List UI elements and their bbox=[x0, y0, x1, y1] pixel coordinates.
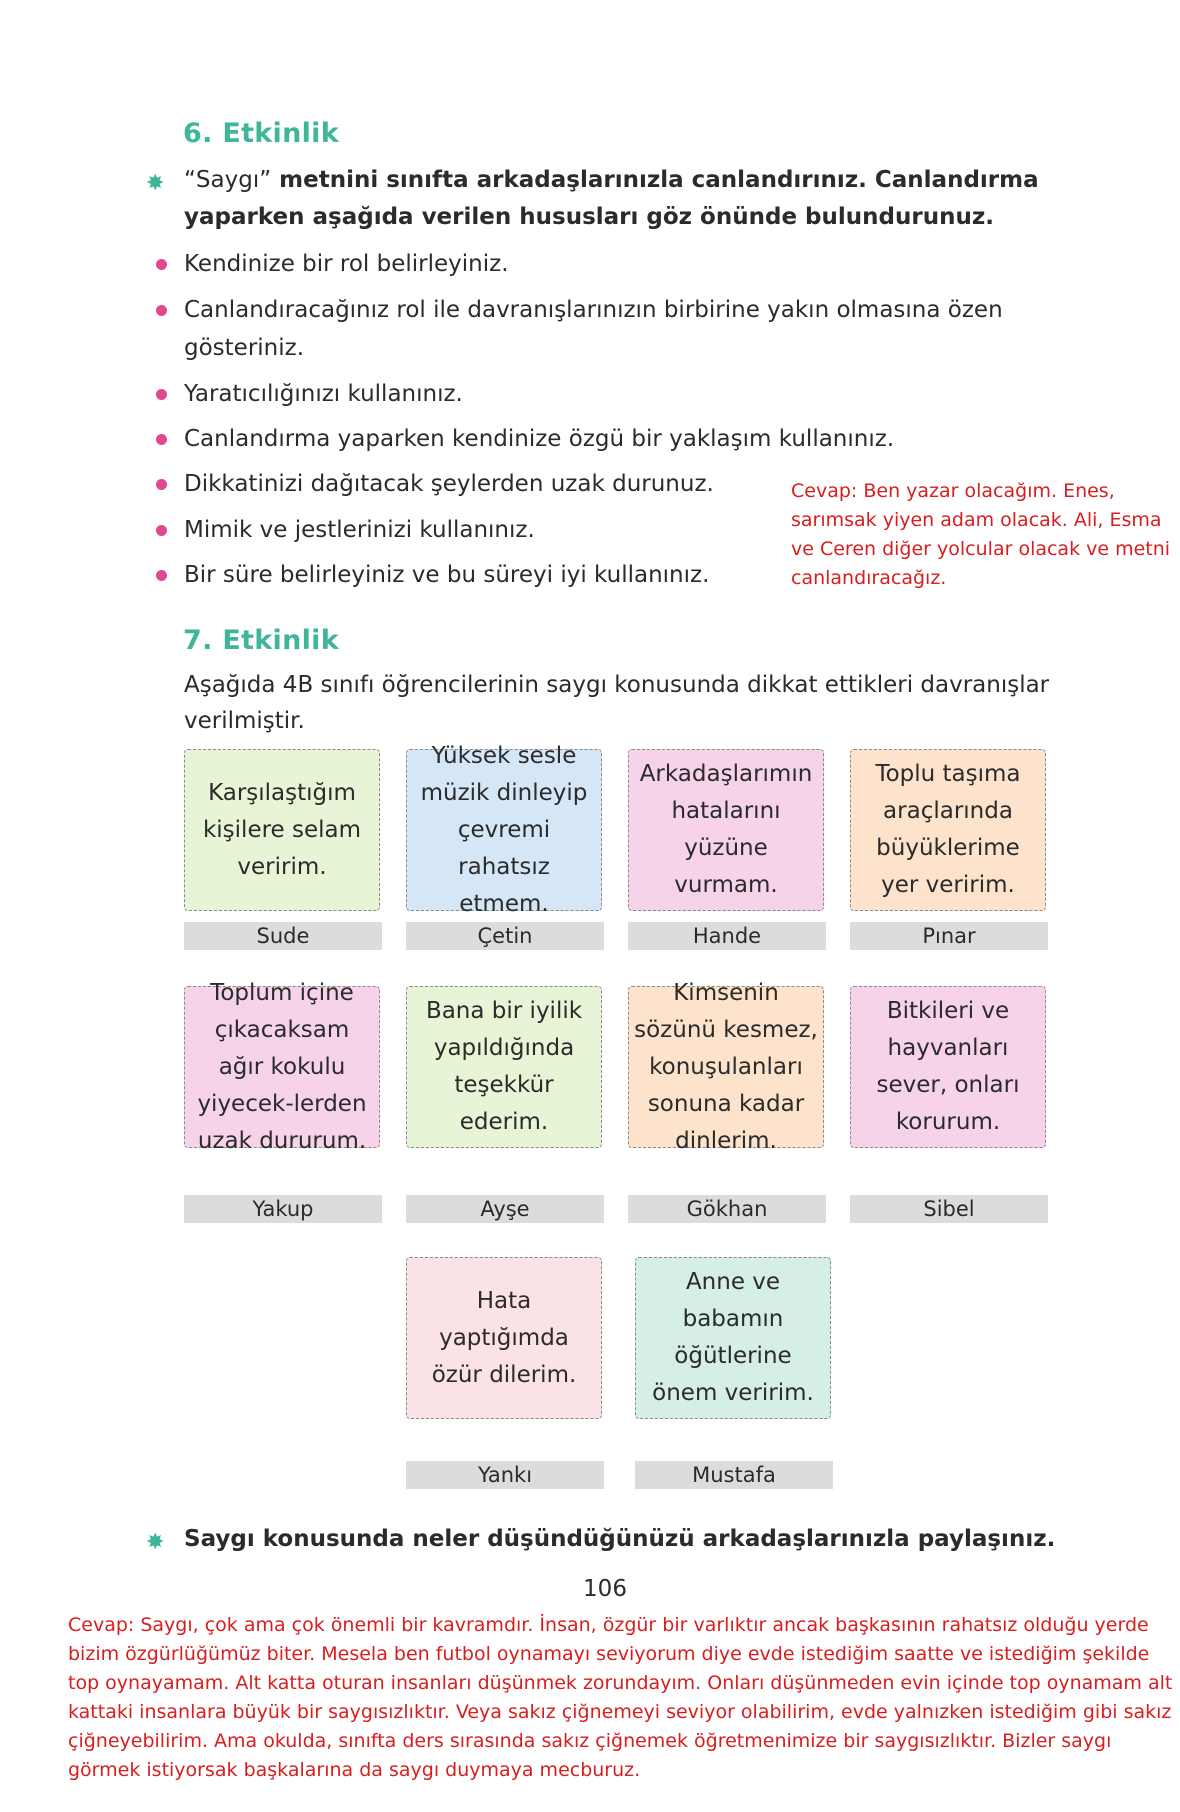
intro-instruction: metnini sınıfta arkadaşlarınızla canlandırınız. Canlandırma yaparken aşağıda verilen hususları göz önünde bulundurunuz. bbox=[184, 167, 1039, 230]
bullet-text: Mimik ve jestlerinizi kullanınız. bbox=[184, 517, 535, 543]
bullet-dot-icon bbox=[156, 525, 167, 536]
bullet-text: Canlandırma yaparken kendinize özgü bir yaklaşım kullanınız. bbox=[184, 426, 895, 452]
intro-quote: “Saygı” bbox=[184, 167, 272, 193]
bullet-item bbox=[184, 511, 744, 549]
bullet-item bbox=[184, 465, 744, 503]
bullet-dot-icon bbox=[156, 389, 167, 400]
star-icon: ✸ bbox=[146, 171, 165, 196]
page-number: 106 bbox=[583, 1576, 627, 1602]
activity6-intro bbox=[184, 162, 1104, 236]
bullet-item bbox=[184, 375, 1064, 413]
bullet-dot-icon bbox=[156, 434, 167, 445]
student-name: Yakup bbox=[184, 1195, 382, 1223]
student-name: Ayşe bbox=[406, 1195, 604, 1223]
student-name: Sude bbox=[184, 922, 382, 950]
student-name: Yankı bbox=[406, 1461, 604, 1489]
bullet-item bbox=[184, 245, 1064, 283]
star-icon: ✸ bbox=[146, 1530, 165, 1555]
student-name: Pınar bbox=[850, 922, 1048, 950]
activity6-title: 6. Etkinlik bbox=[183, 118, 339, 149]
bullet-dot-icon bbox=[156, 259, 167, 270]
bullet-item bbox=[184, 420, 1064, 458]
student-name: Sibel bbox=[850, 1195, 1048, 1223]
behavior-card: Anne ve babamın öğütlerine önem veririm. bbox=[635, 1257, 831, 1419]
behavior-card: Arkadaşlarımın hatalarını yüzüne vurmam. bbox=[628, 749, 824, 911]
bullet-dot-icon bbox=[156, 305, 167, 316]
bullet-text: Bir süre belirleyiniz ve bu süreyi iyi kullanınız. bbox=[184, 562, 710, 588]
student-name: Mustafa bbox=[635, 1461, 833, 1489]
student-name: Gökhan bbox=[628, 1195, 826, 1223]
student-name: Çetin bbox=[406, 922, 604, 950]
behavior-card: Kimsenin sözünü kesmez, konuşulanları sonuna kadar dinlerim. bbox=[628, 986, 824, 1148]
bullet-text: Kendinize bir rol belirleyiniz. bbox=[184, 251, 509, 277]
share-prompt: Saygı konusunda neler düşündüğünüzü arkadaşlarınızla paylaşınız. bbox=[184, 1526, 1056, 1552]
activity7-intro: Aşağıda 4B sınıfı öğrencilerinin saygı konusunda dikkat ettikleri davranışlar verilmiştir. bbox=[184, 672, 1050, 734]
final-answer: Cevap: Saygı, çok ama çok önemli bir kavramdır. İnsan, özgür bir varlıktır ancak başkasının rahatsız olduğu yerde bizim özgürlüğümüz biter. Mesela ben futbol oynamayı seviyorum diye evde istediğim saatte ve istediğim şekilde top oynayamam. Alt katta oturan insanları düşünmek zorundayım. Onları düşünmeden evin içinde top oynamam alt kattaki insanlara büyük bir saygısızlıktır. Veya sakız çiğnemeyi seviyor olabilirim, evde yalnızken istediğim gibi sakız çiğneyebilirim. Ama okulda, sınıfta ders sırasında sakız çiğnemek öğretmenimize bir saygısızlıktır. Bizler saygı görmek istiyorsak başkalarına da saygı duymaya mecburuz. bbox=[68, 1614, 1173, 1781]
activity6-answer: Cevap: Ben yazar olacağım. Enes, sarımsak yiyen adam olacak. Ali, Esma ve Ceren diğer yolcular olacak ve metni canlandıracağız. bbox=[791, 480, 1171, 589]
bullet-text: Canlandıracağınız rol ile davranışlarınızın birbirine yakın olmasına özen gösteriniz. bbox=[184, 297, 1003, 361]
bullet-text: Yaratıcılığınızı kullanınız. bbox=[184, 381, 463, 407]
bullet-item bbox=[184, 291, 1064, 367]
behavior-card: Bitkileri ve hayvanları sever, onları korurum. bbox=[850, 986, 1046, 1148]
activity7-title: 7. Etkinlik bbox=[183, 625, 339, 656]
bullet-item bbox=[184, 556, 744, 594]
student-name: Hande bbox=[628, 922, 826, 950]
bullet-text: Dikkatinizi dağıtacak şeylerden uzak durunuz. bbox=[184, 471, 714, 497]
behavior-card: Hata yaptığımda özür dilerim. bbox=[406, 1257, 602, 1419]
bullet-dot-icon bbox=[156, 570, 167, 581]
behavior-card: Yüksek sesle müzik dinleyip çevremi rahatsız etmem. bbox=[406, 749, 602, 911]
behavior-card: Bana bir iyilik yapıldığında teşekkür ederim. bbox=[406, 986, 602, 1148]
behavior-card: Toplum içine çıkacaksam ağır kokulu yiyecek-lerden uzak dururum. bbox=[184, 986, 380, 1148]
behavior-card: Toplu taşıma araçlarında büyüklerime yer veririm. bbox=[850, 749, 1046, 911]
behavior-card: Karşılaştığım kişilere selam veririm. bbox=[184, 749, 380, 911]
bullet-dot-icon bbox=[156, 479, 167, 490]
